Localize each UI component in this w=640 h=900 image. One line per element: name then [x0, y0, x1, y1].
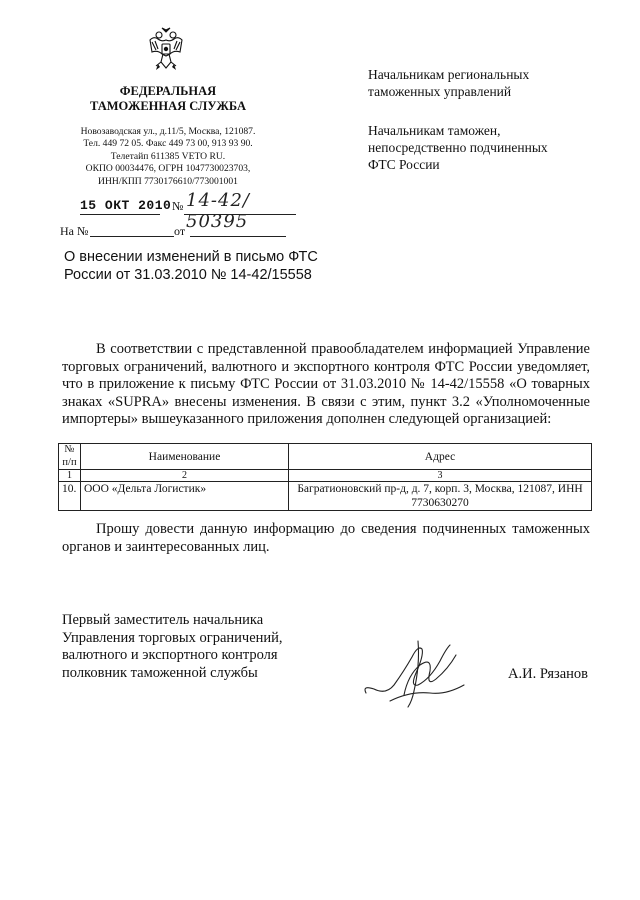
recipient-line: непосредственно подчиненных: [368, 140, 548, 155]
recipient-block-1: [368, 66, 529, 100]
registration-date: 15 ОКТ 2010: [80, 198, 172, 213]
signer-title-line: Первый заместитель начальника: [62, 612, 264, 628]
subject-line: России от 31.03.2010 № 14-42/15558: [64, 267, 312, 283]
recipient-line: Начальникам региональных: [368, 67, 530, 82]
address-line: Телетайп 611385 VETO RU.: [110, 150, 226, 162]
table-number-row: [59, 470, 592, 482]
body-text: В соответствии с представленной правообладателем информацией Управление торговых ограничений, валютного и экспортного контроля ФТС России уведомляет, что в приложение к письму ФТС России от 31.03.2010 № 14-42/15558 «О товарных знаках «SUPRA» внесены изменения. В связи с этим, пункт 3.2 «Уполномоченные импортеры» вышеуказанного приложения дополнен следующей организацией:: [62, 341, 590, 428]
reference-label: На №: [60, 224, 89, 238]
table-header-cell: Адрес: [289, 444, 592, 470]
table-cell-name: ООО «Дельта Логистик»: [81, 482, 289, 511]
reference-from-label: от: [174, 224, 186, 238]
signer-title-line: валютного и экспортного контроля: [62, 647, 278, 664]
agency-address: [60, 126, 276, 188]
letter-subject: [64, 248, 364, 284]
table-header-cell: Наименование: [81, 444, 289, 470]
recipient-line: таможенных управлений: [368, 84, 512, 99]
agency-name: [60, 84, 276, 114]
reference-line: [60, 224, 310, 240]
address-line: ОКПО 00034476, ОГРН 1047730023703,: [85, 163, 251, 175]
agency-name-line2: ТАМОЖЕННАЯ СЛУЖБА: [90, 99, 246, 113]
recipient-line: Начальникам таможен,: [368, 123, 501, 138]
recipient-line: ФТС России: [368, 157, 440, 172]
table-cell-address: Багратионовский пр-д, д. 7, корп. 3, Москва, 121087, ИНН 7730630270: [289, 482, 592, 511]
table-col-number: 3: [289, 470, 592, 482]
number-underline: [184, 214, 296, 215]
table-cell-number: 10.: [59, 482, 81, 511]
address-line: ИНН/КПП 7730176610/773001001: [98, 175, 238, 187]
address-line: Новозаводская ул., д.11/5, Москва, 121087.: [80, 126, 256, 137]
reference-date-field: [190, 236, 286, 237]
subject-line: О внесении изменений в письмо ФТС: [64, 249, 318, 265]
coat-of-arms-icon: [146, 26, 186, 72]
date-underline: [80, 214, 160, 215]
signer-title: [62, 612, 322, 682]
number-label: №: [172, 199, 184, 213]
closing-text: Прошу довести данную информацию до сведения подчиненных таможенных органов и заинтересованных лиц.: [62, 521, 590, 555]
organizations-table: [58, 443, 592, 511]
agency-name-line1: ФЕДЕРАЛЬНАЯ: [119, 84, 217, 98]
address-line: Тел. 449 72 05. Факс 449 73 00, 913 93 90.: [83, 138, 253, 150]
table-col-number: 1: [59, 470, 81, 482]
closing-paragraph: [62, 521, 590, 556]
registration-number: 14-42/ 50395: [186, 190, 250, 232]
table-header-row: [59, 444, 592, 470]
signer-name: А.И. Рязанов: [508, 666, 589, 682]
handwritten-signature: [360, 635, 470, 710]
reference-number-field: [90, 236, 174, 237]
table-header-cell: № п/п: [59, 444, 81, 470]
signer-title-line: полковник таможенной службы: [62, 664, 258, 681]
signer-title-line: Управления торговых ограничений,: [62, 629, 283, 646]
recipient-block-2: [368, 122, 548, 173]
body-paragraph: [62, 341, 590, 429]
table-col-number: 2: [81, 470, 289, 482]
table-row: [59, 482, 592, 511]
